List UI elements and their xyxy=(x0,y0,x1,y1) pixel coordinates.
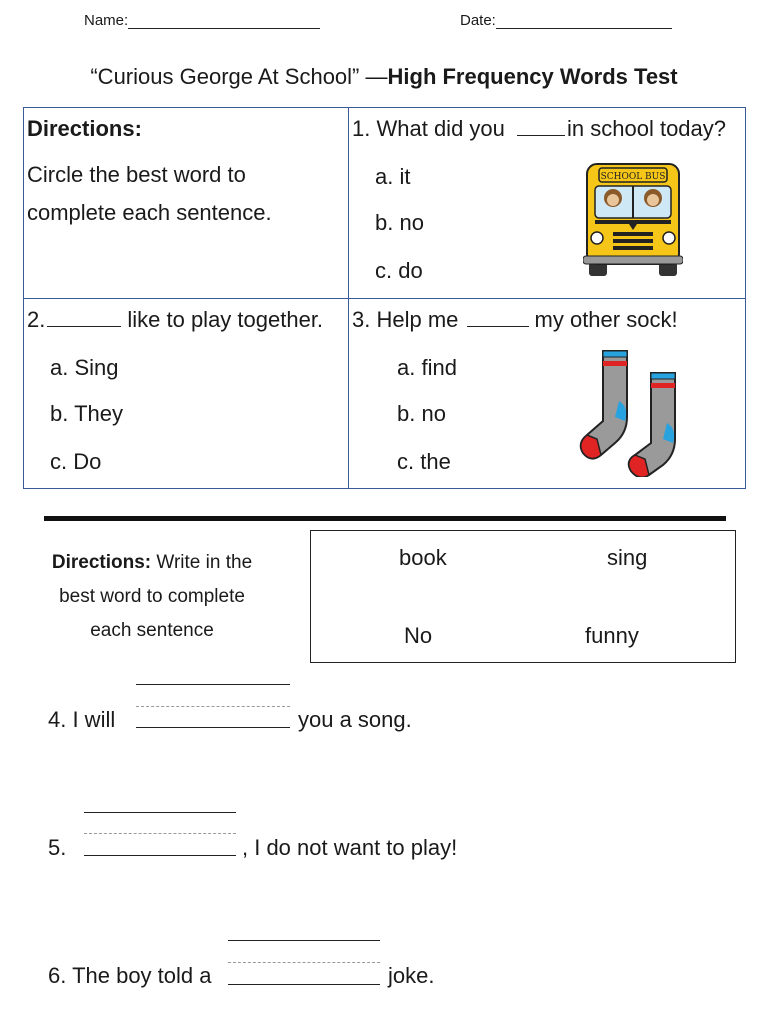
school-bus-icon xyxy=(583,162,683,276)
name-label: Name: xyxy=(84,12,129,29)
q4-answer-line[interactable] xyxy=(136,727,290,728)
part2-directions-rest: Write in the xyxy=(151,552,253,573)
q3-after: my other sock! xyxy=(534,307,678,332)
q6-top-line xyxy=(228,940,380,941)
q6-before: 6. The boy told a xyxy=(48,963,212,988)
date-blank[interactable] xyxy=(496,14,672,29)
section-divider xyxy=(44,516,726,521)
q1-number: 1. xyxy=(352,116,371,141)
question-2-cell xyxy=(24,299,348,488)
q4-dashed-guide xyxy=(136,706,290,707)
q3-blank xyxy=(467,308,529,327)
q2-after: like to play together. xyxy=(127,307,324,332)
word-bank-funny: funny xyxy=(585,623,639,648)
page-title xyxy=(0,64,768,90)
q1-option-b[interactable]: b. no xyxy=(375,210,424,235)
q6-after: joke. xyxy=(388,963,435,988)
directions-line-2: complete each sentence. xyxy=(27,200,272,225)
q1-after: in school today? xyxy=(567,116,727,141)
question-2-text xyxy=(27,307,323,333)
date-field[interactable] xyxy=(460,12,672,29)
q2-option-c[interactable]: c. Do xyxy=(50,449,102,474)
word-bank xyxy=(310,530,736,663)
q4-before: 4. I will xyxy=(48,707,116,732)
q4-top-line xyxy=(136,684,290,685)
q6-answer-line[interactable] xyxy=(228,984,380,985)
question-1-text xyxy=(352,116,726,142)
directions-cell xyxy=(24,108,348,298)
q2-option-b[interactable]: b. They xyxy=(50,401,123,426)
title-story: “Curious George At School” — xyxy=(90,64,388,89)
q1-before: What did you xyxy=(376,116,505,141)
date-label: Date: xyxy=(460,12,496,29)
q3-before: 3. Help me xyxy=(352,307,459,332)
part2-directions-line-3: each sentence xyxy=(90,620,214,641)
title-bold: High Frequency Words Test xyxy=(387,64,678,89)
question-grid xyxy=(23,107,746,489)
q3-option-c[interactable]: c. the xyxy=(397,449,451,474)
socks-icon xyxy=(575,347,685,477)
q6-dashed-guide xyxy=(228,962,380,963)
part2-directions-line-2: best word to complete xyxy=(59,586,245,607)
q1-blank xyxy=(517,117,565,136)
directions-line-1: Circle the best word to xyxy=(27,162,246,187)
q2-blank xyxy=(47,308,121,327)
directions-heading: Directions: xyxy=(27,116,142,141)
name-field[interactable] xyxy=(84,12,320,29)
q5-top-line xyxy=(84,812,236,813)
q5-before: 5. xyxy=(48,835,67,860)
question-1-cell xyxy=(349,108,745,298)
part2-directions-heading: Directions: xyxy=(51,552,152,573)
name-blank[interactable] xyxy=(128,14,320,29)
q3-option-a[interactable]: a. find xyxy=(397,355,457,380)
question-3-cell xyxy=(349,299,745,488)
question-3-text xyxy=(352,307,678,333)
q5-after: , I do not want to play! xyxy=(242,835,458,860)
part2-directions xyxy=(30,546,274,648)
q2-option-a[interactable]: a. Sing xyxy=(50,355,119,380)
q2-number: 2. xyxy=(27,307,46,332)
q5-dashed-guide xyxy=(84,833,236,834)
q3-option-b[interactable]: b. no xyxy=(397,401,446,426)
q1-option-c[interactable]: c. do xyxy=(375,258,423,283)
q1-option-a[interactable]: a. it xyxy=(375,164,411,189)
word-bank-sing: sing xyxy=(607,545,648,570)
bus-sign-text: SCHOOL BUS xyxy=(600,172,666,182)
word-bank-book: book xyxy=(399,545,447,570)
q5-answer-line[interactable] xyxy=(84,855,236,856)
word-bank-no: No xyxy=(404,623,433,648)
q4-after: you a song. xyxy=(298,707,412,732)
